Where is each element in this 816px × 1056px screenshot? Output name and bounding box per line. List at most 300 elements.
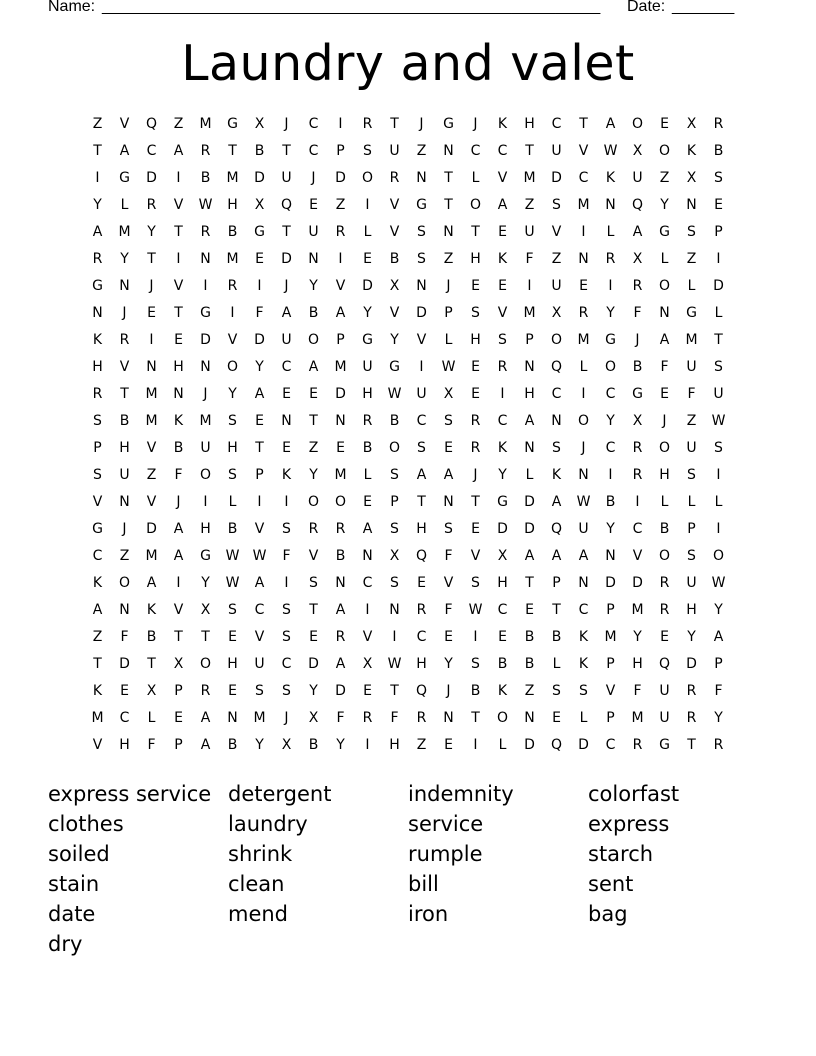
grid-letter[interactable]: R	[200, 683, 211, 699]
grid-letter[interactable]: N	[605, 548, 616, 564]
grid-letter[interactable]: F	[444, 602, 453, 618]
grid-letter[interactable]: F	[255, 305, 264, 321]
grid-letter[interactable]: Q	[550, 521, 563, 537]
grid-letter[interactable]: C	[92, 548, 103, 564]
grid-letter[interactable]: G	[659, 737, 670, 753]
grid-letter[interactable]: P	[336, 332, 345, 348]
grid-letter[interactable]: C	[308, 143, 319, 159]
grid-letter[interactable]: K	[173, 413, 184, 429]
grid-letter[interactable]: I	[338, 251, 343, 267]
grid-letter[interactable]: R	[416, 710, 427, 726]
grid-letter[interactable]: J	[635, 332, 640, 348]
grid-letter[interactable]: C	[578, 170, 589, 186]
grid-letter[interactable]: S	[579, 683, 588, 699]
grid-letter[interactable]: C	[551, 386, 562, 402]
grid-letter[interactable]: G	[659, 224, 670, 240]
grid-letter[interactable]: V	[632, 548, 643, 564]
grid-letter[interactable]: D	[551, 170, 562, 186]
grid-letter[interactable]: E	[714, 197, 723, 213]
grid-letter[interactable]: S	[417, 251, 426, 267]
grid-letter[interactable]: C	[632, 521, 643, 537]
grid-letter[interactable]: O	[307, 494, 320, 510]
grid-letter[interactable]: L	[660, 494, 669, 510]
grid-letter[interactable]: U	[389, 143, 400, 159]
grid-letter[interactable]: S	[687, 548, 696, 564]
grid-letter[interactable]: Y	[390, 332, 399, 348]
grid-letter[interactable]: W	[252, 548, 267, 564]
grid-letter[interactable]: N	[119, 278, 130, 294]
grid-letter[interactable]: L	[147, 710, 156, 726]
grid-letter[interactable]: S	[390, 575, 399, 591]
grid-letter[interactable]: S	[282, 629, 291, 645]
grid-letter[interactable]: N	[524, 710, 535, 726]
grid-letter[interactable]: Z	[335, 197, 346, 213]
grid-letter[interactable]: F	[390, 710, 399, 726]
grid-letter[interactable]: I	[473, 629, 478, 645]
grid-letter[interactable]: S	[687, 224, 696, 240]
grid-letter[interactable]: P	[525, 332, 534, 348]
grid-letter[interactable]: A	[146, 575, 157, 591]
grid-letter[interactable]: B	[524, 656, 535, 672]
grid-letter[interactable]: Y	[255, 359, 264, 375]
grid-letter[interactable]: M	[145, 413, 158, 429]
grid-letter[interactable]: N	[443, 224, 454, 240]
grid-letter[interactable]: M	[334, 467, 347, 483]
grid-letter[interactable]: Q	[415, 548, 428, 564]
grid-letter[interactable]: R	[227, 278, 238, 294]
grid-letter[interactable]: E	[363, 494, 372, 510]
grid-letter[interactable]: R	[632, 440, 643, 456]
grid-letter[interactable]: G	[389, 359, 400, 375]
grid-letter[interactable]: I	[716, 251, 721, 267]
grid-letter[interactable]: T	[147, 251, 156, 267]
grid-letter[interactable]: K	[578, 629, 589, 645]
grid-letter[interactable]: D	[686, 656, 697, 672]
grid-letter[interactable]: P	[687, 521, 696, 537]
grid-letter[interactable]: V	[416, 332, 427, 348]
grid-letter[interactable]: U	[254, 656, 265, 672]
grid-letter[interactable]: I	[338, 116, 343, 132]
grid-letter[interactable]: V	[335, 278, 346, 294]
grid-letter[interactable]: Y	[714, 602, 723, 618]
grid-letter[interactable]: P	[390, 494, 399, 510]
grid-letter[interactable]: T	[714, 332, 723, 348]
grid-letter[interactable]: L	[660, 251, 669, 267]
grid-letter[interactable]: X	[632, 251, 643, 267]
grid-letter[interactable]: L	[525, 467, 534, 483]
grid-letter[interactable]: B	[173, 440, 184, 456]
grid-letter[interactable]: I	[716, 521, 721, 537]
grid-letter[interactable]: W	[225, 548, 240, 564]
grid-letter[interactable]: N	[281, 413, 292, 429]
grid-letter[interactable]: T	[93, 656, 102, 672]
grid-letter[interactable]: A	[632, 224, 643, 240]
grid-letter[interactable]: Y	[228, 386, 237, 402]
grid-letter[interactable]: D	[362, 278, 373, 294]
grid-letter[interactable]: Y	[714, 710, 723, 726]
grid-letter[interactable]: N	[443, 143, 454, 159]
grid-letter[interactable]: H	[227, 440, 238, 456]
grid-letter[interactable]: C	[416, 629, 427, 645]
grid-letter[interactable]: S	[390, 467, 399, 483]
grid-letter[interactable]: E	[363, 251, 372, 267]
grid-letter[interactable]: C	[497, 413, 508, 429]
grid-letter[interactable]: U	[659, 710, 670, 726]
grid-letter[interactable]: L	[471, 170, 480, 186]
grid-letter[interactable]: S	[363, 143, 372, 159]
grid-letter[interactable]: I	[149, 332, 154, 348]
grid-letter[interactable]: N	[416, 278, 427, 294]
grid-letter[interactable]: A	[659, 332, 670, 348]
grid-letter[interactable]: H	[470, 251, 481, 267]
grid-letter[interactable]: J	[203, 386, 208, 402]
grid-letter[interactable]: J	[581, 440, 586, 456]
grid-letter[interactable]: R	[578, 305, 589, 321]
grid-letter[interactable]: E	[471, 359, 480, 375]
grid-letter[interactable]: W	[711, 575, 726, 591]
grid-letter[interactable]: K	[146, 602, 157, 618]
grid-letter[interactable]: L	[579, 710, 588, 726]
grid-letter[interactable]: X	[686, 116, 697, 132]
grid-letter[interactable]: T	[120, 386, 129, 402]
grid-letter[interactable]: A	[497, 197, 508, 213]
grid-letter[interactable]: E	[336, 440, 345, 456]
grid-letter[interactable]: U	[416, 386, 427, 402]
grid-letter[interactable]: M	[523, 170, 536, 186]
grid-letter[interactable]: B	[227, 521, 238, 537]
grid-letter[interactable]: D	[524, 494, 535, 510]
grid-letter[interactable]: J	[176, 494, 181, 510]
grid-letter[interactable]: S	[471, 656, 480, 672]
grid-letter[interactable]: N	[578, 575, 589, 591]
grid-letter[interactable]: G	[92, 278, 103, 294]
grid-letter[interactable]: Z	[416, 737, 427, 753]
grid-letter[interactable]: W	[711, 413, 726, 429]
grid-letter[interactable]: F	[120, 629, 129, 645]
grid-letter[interactable]: Z	[146, 467, 157, 483]
grid-letter[interactable]: V	[389, 224, 400, 240]
grid-letter[interactable]: I	[95, 170, 100, 186]
grid-letter[interactable]: I	[257, 494, 262, 510]
grid-letter[interactable]: I	[581, 224, 586, 240]
grid-letter[interactable]: N	[146, 359, 157, 375]
grid-letter[interactable]: B	[308, 305, 319, 321]
grid-letter[interactable]: E	[525, 602, 534, 618]
grid-letter[interactable]: I	[203, 278, 208, 294]
grid-letter[interactable]: V	[146, 440, 157, 456]
grid-letter[interactable]: Y	[201, 575, 210, 591]
grid-letter[interactable]: O	[496, 710, 509, 726]
grid-letter[interactable]: B	[524, 629, 535, 645]
grid-letter[interactable]: S	[309, 575, 318, 591]
grid-letter[interactable]: G	[254, 224, 265, 240]
grid-letter[interactable]: B	[200, 170, 211, 186]
grid-letter[interactable]: K	[92, 332, 103, 348]
grid-letter[interactable]: A	[173, 143, 184, 159]
grid-letter[interactable]: C	[308, 116, 319, 132]
grid-letter[interactable]: E	[309, 629, 318, 645]
grid-letter[interactable]: D	[254, 332, 265, 348]
grid-letter[interactable]: V	[389, 197, 400, 213]
grid-letter[interactable]: H	[524, 116, 535, 132]
grid-letter[interactable]: R	[632, 467, 643, 483]
grid-letter[interactable]: R	[92, 386, 103, 402]
grid-letter[interactable]: X	[389, 278, 400, 294]
grid-letter[interactable]: E	[498, 278, 507, 294]
grid-letter[interactable]: B	[713, 143, 724, 159]
grid-letter[interactable]: D	[632, 575, 643, 591]
grid-letter[interactable]: A	[551, 548, 562, 564]
grid-letter[interactable]: N	[119, 602, 130, 618]
grid-letter[interactable]: J	[419, 116, 424, 132]
grid-letter[interactable]: Z	[524, 683, 535, 699]
grid-letter[interactable]: R	[92, 251, 103, 267]
grid-letter[interactable]: Y	[120, 251, 129, 267]
grid-letter[interactable]: O	[658, 278, 671, 294]
grid-letter[interactable]: L	[687, 278, 696, 294]
grid-letter[interactable]: T	[282, 143, 291, 159]
grid-letter[interactable]: V	[308, 548, 319, 564]
grid-letter[interactable]: M	[199, 413, 212, 429]
grid-letter[interactable]: R	[632, 278, 643, 294]
grid-letter[interactable]: M	[604, 629, 617, 645]
grid-letter[interactable]: E	[228, 629, 237, 645]
grid-letter[interactable]: C	[281, 656, 292, 672]
grid-letter[interactable]: T	[579, 116, 588, 132]
grid-letter[interactable]: Y	[363, 305, 372, 321]
grid-letter[interactable]: V	[173, 278, 184, 294]
grid-letter[interactable]: X	[686, 170, 697, 186]
grid-letter[interactable]: N	[335, 575, 346, 591]
grid-letter[interactable]: M	[523, 305, 536, 321]
grid-letter[interactable]: V	[605, 683, 616, 699]
grid-letter[interactable]: I	[365, 197, 370, 213]
grid-letter[interactable]: N	[308, 251, 319, 267]
grid-letter[interactable]: E	[660, 116, 669, 132]
grid-letter[interactable]: C	[254, 602, 265, 618]
grid-letter[interactable]: B	[227, 224, 238, 240]
grid-letter[interactable]: E	[417, 575, 426, 591]
grid-letter[interactable]: I	[284, 575, 289, 591]
grid-letter[interactable]: L	[363, 224, 372, 240]
grid-letter[interactable]: U	[281, 170, 292, 186]
grid-letter[interactable]: D	[146, 521, 157, 537]
grid-letter[interactable]: N	[524, 359, 535, 375]
grid-letter[interactable]: V	[578, 143, 589, 159]
grid-letter[interactable]: Y	[606, 413, 615, 429]
grid-letter[interactable]: X	[497, 548, 508, 564]
grid-letter[interactable]: I	[527, 278, 532, 294]
grid-letter[interactable]: T	[255, 440, 264, 456]
grid-letter[interactable]: S	[228, 602, 237, 618]
grid-letter[interactable]: E	[471, 278, 480, 294]
grid-letter[interactable]: A	[524, 548, 535, 564]
grid-letter[interactable]: S	[471, 305, 480, 321]
grid-letter[interactable]: C	[551, 116, 562, 132]
grid-letter[interactable]: O	[307, 332, 320, 348]
grid-letter[interactable]: G	[605, 332, 616, 348]
grid-letter[interactable]: Y	[687, 629, 696, 645]
grid-letter[interactable]: O	[118, 575, 131, 591]
grid-letter[interactable]: A	[254, 575, 265, 591]
grid-letter[interactable]: S	[228, 413, 237, 429]
grid-letter[interactable]: X	[173, 656, 184, 672]
grid-letter[interactable]: I	[284, 494, 289, 510]
grid-letter[interactable]: N	[362, 548, 373, 564]
grid-letter[interactable]: S	[552, 440, 561, 456]
grid-letter[interactable]: F	[633, 683, 642, 699]
grid-letter[interactable]: R	[659, 602, 670, 618]
grid-letter[interactable]: N	[92, 305, 103, 321]
grid-letter[interactable]: A	[92, 224, 103, 240]
grid-letter[interactable]: J	[122, 521, 127, 537]
grid-letter[interactable]: Z	[551, 251, 562, 267]
grid-letter[interactable]: C	[578, 602, 589, 618]
grid-letter[interactable]: C	[470, 143, 481, 159]
grid-letter[interactable]: M	[631, 602, 644, 618]
grid-letter[interactable]: X	[551, 305, 562, 321]
grid-letter[interactable]: E	[174, 710, 183, 726]
grid-letter[interactable]: K	[497, 440, 508, 456]
grid-letter[interactable]: T	[687, 737, 696, 753]
grid-letter[interactable]: M	[91, 710, 104, 726]
grid-letter[interactable]: B	[659, 521, 670, 537]
grid-letter[interactable]: O	[199, 467, 212, 483]
grid-letter[interactable]: S	[93, 413, 102, 429]
grid-letter[interactable]: Q	[550, 737, 563, 753]
grid-letter[interactable]: U	[281, 332, 292, 348]
grid-letter[interactable]: P	[606, 602, 615, 618]
grid-letter[interactable]: E	[444, 629, 453, 645]
grid-letter[interactable]: B	[632, 359, 643, 375]
grid-letter[interactable]: D	[281, 251, 292, 267]
grid-letter[interactable]: R	[686, 683, 697, 699]
grid-letter[interactable]: J	[284, 116, 289, 132]
grid-letter[interactable]: S	[282, 521, 291, 537]
grid-letter[interactable]: D	[119, 656, 130, 672]
grid-letter[interactable]: X	[281, 737, 292, 753]
grid-letter[interactable]: U	[200, 440, 211, 456]
grid-letter[interactable]: N	[551, 413, 562, 429]
grid-letter[interactable]: E	[444, 737, 453, 753]
grid-letter[interactable]: V	[362, 629, 373, 645]
grid-letter[interactable]: I	[230, 305, 235, 321]
grid-letter[interactable]: U	[632, 170, 643, 186]
grid-letter[interactable]: J	[662, 413, 667, 429]
grid-letter[interactable]: V	[443, 575, 454, 591]
grid-letter[interactable]: A	[713, 629, 724, 645]
grid-letter[interactable]: R	[362, 710, 373, 726]
grid-letter[interactable]: L	[228, 494, 237, 510]
grid-letter[interactable]: O	[361, 170, 374, 186]
grid-letter[interactable]: V	[146, 494, 157, 510]
grid-letter[interactable]: E	[309, 197, 318, 213]
grid-letter[interactable]: E	[498, 224, 507, 240]
grid-letter[interactable]: I	[176, 251, 181, 267]
grid-letter[interactable]: R	[416, 602, 427, 618]
grid-letter[interactable]: Y	[309, 467, 318, 483]
grid-letter[interactable]: G	[119, 170, 130, 186]
grid-letter[interactable]: L	[363, 467, 372, 483]
grid-letter[interactable]: D	[335, 170, 346, 186]
grid-letter[interactable]: J	[284, 278, 289, 294]
grid-letter[interactable]: O	[334, 494, 347, 510]
grid-letter[interactable]: R	[632, 737, 643, 753]
grid-letter[interactable]: E	[363, 683, 372, 699]
grid-letter[interactable]: M	[577, 332, 590, 348]
grid-letter[interactable]: R	[362, 116, 373, 132]
grid-letter[interactable]: R	[605, 251, 616, 267]
grid-letter[interactable]: O	[226, 359, 239, 375]
grid-letter[interactable]: G	[92, 521, 103, 537]
grid-letter[interactable]: Q	[658, 656, 671, 672]
grid-letter[interactable]: U	[578, 521, 589, 537]
grid-letter[interactable]: T	[390, 116, 399, 132]
grid-letter[interactable]: R	[146, 197, 157, 213]
grid-letter[interactable]: K	[578, 656, 589, 672]
grid-letter[interactable]: A	[200, 710, 211, 726]
grid-letter[interactable]: N	[200, 251, 211, 267]
grid-letter[interactable]: A	[416, 467, 427, 483]
grid-letter[interactable]: N	[173, 386, 184, 402]
grid-letter[interactable]: M	[334, 359, 347, 375]
grid-letter[interactable]: B	[389, 413, 400, 429]
grid-letter[interactable]: D	[335, 386, 346, 402]
grid-letter[interactable]: H	[362, 386, 373, 402]
grid-letter[interactable]: Y	[93, 197, 102, 213]
grid-letter[interactable]: T	[201, 629, 210, 645]
grid-letter[interactable]: A	[524, 413, 535, 429]
grid-letter[interactable]: W	[576, 494, 591, 510]
grid-letter[interactable]: T	[309, 413, 318, 429]
grid-letter[interactable]: G	[362, 332, 373, 348]
grid-letter[interactable]: A	[551, 494, 562, 510]
grid-letter[interactable]: R	[470, 413, 481, 429]
grid-letter[interactable]: T	[390, 683, 399, 699]
grid-letter[interactable]: A	[281, 305, 292, 321]
grid-letter[interactable]: N	[443, 710, 454, 726]
grid-letter[interactable]: C	[605, 440, 616, 456]
grid-letter[interactable]: D	[308, 656, 319, 672]
grid-letter[interactable]: G	[200, 305, 211, 321]
grid-letter[interactable]: I	[608, 278, 613, 294]
grid-letter[interactable]: Y	[255, 737, 264, 753]
grid-letter[interactable]: G	[200, 548, 211, 564]
grid-letter[interactable]: T	[282, 224, 291, 240]
grid-letter[interactable]: O	[631, 116, 644, 132]
grid-letter[interactable]: M	[199, 116, 212, 132]
grid-letter[interactable]: A	[578, 548, 589, 564]
grid-letter[interactable]: L	[579, 359, 588, 375]
name-field[interactable]: ________________________________________________________	[102, 0, 601, 15]
grid-letter[interactable]: H	[119, 440, 130, 456]
grid-letter[interactable]: N	[227, 710, 238, 726]
grid-letter[interactable]: R	[362, 413, 373, 429]
grid-letter[interactable]: E	[498, 629, 507, 645]
grid-letter[interactable]: W	[225, 575, 240, 591]
grid-letter[interactable]: H	[497, 575, 508, 591]
grid-letter[interactable]: U	[551, 143, 562, 159]
grid-letter[interactable]: B	[227, 737, 238, 753]
grid-letter[interactable]: T	[93, 143, 102, 159]
grid-letter[interactable]: E	[309, 386, 318, 402]
grid-letter[interactable]: U	[713, 386, 724, 402]
grid-letter[interactable]: T	[525, 143, 534, 159]
grid-letter[interactable]: Y	[498, 467, 507, 483]
grid-letter[interactable]: E	[255, 251, 264, 267]
grid-letter[interactable]: A	[92, 602, 103, 618]
grid-letter[interactable]: B	[308, 737, 319, 753]
